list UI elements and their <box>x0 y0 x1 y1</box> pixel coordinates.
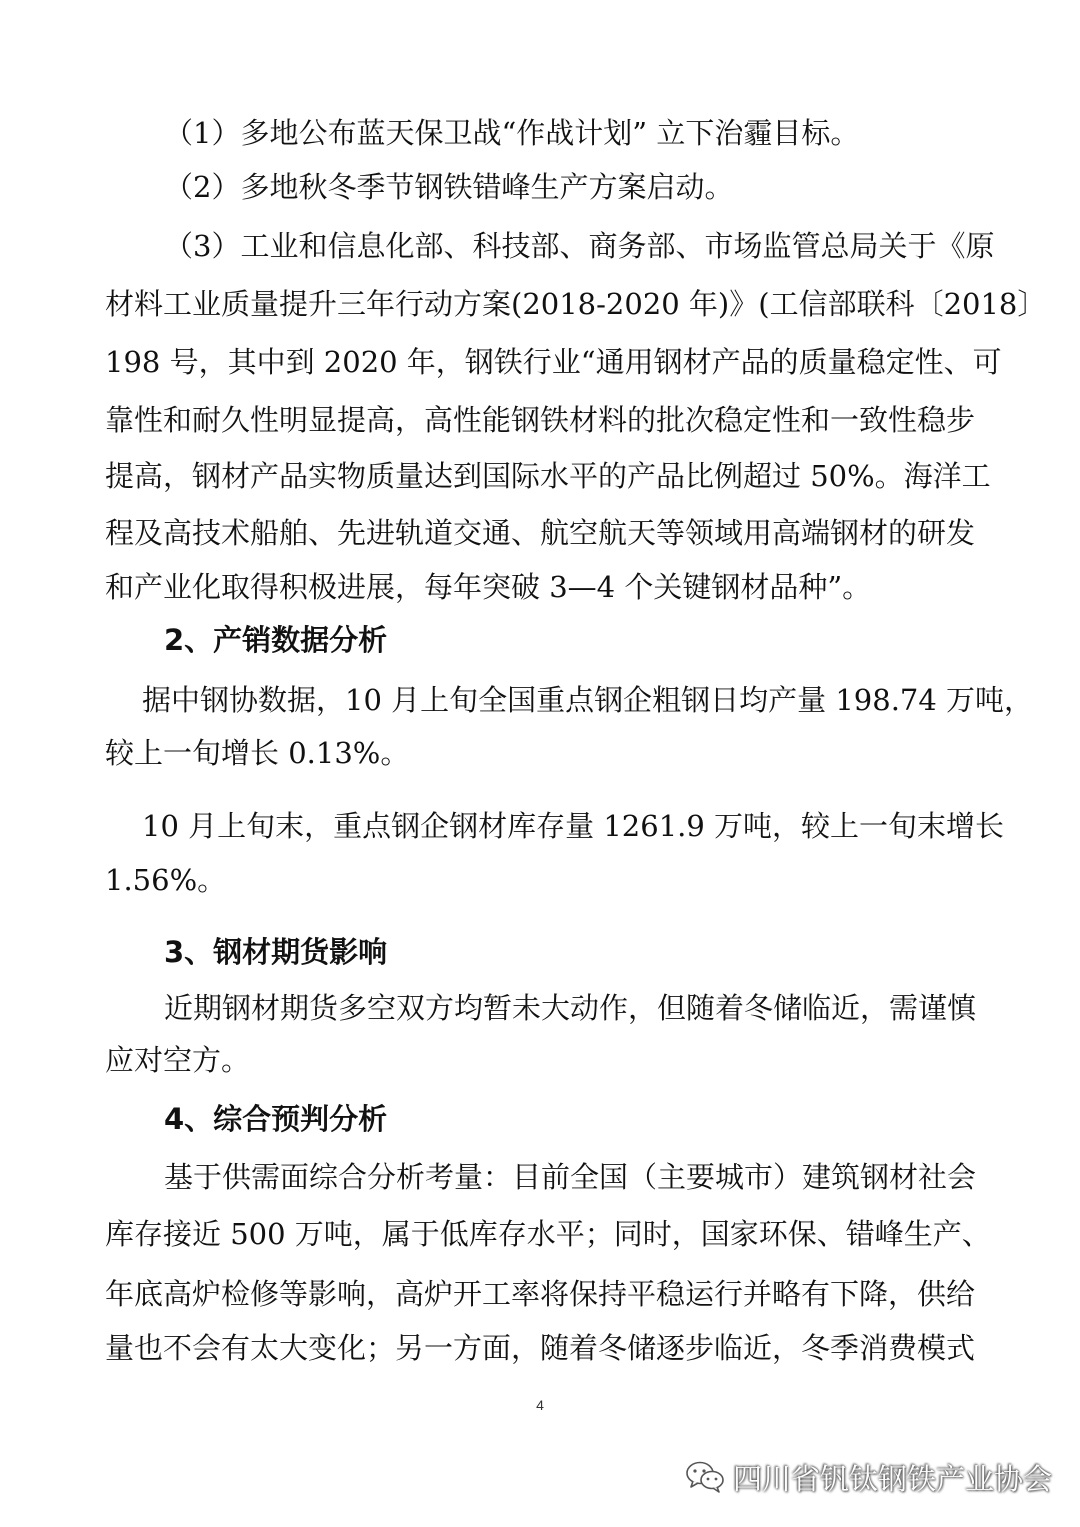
paragraph-line: 程及高技术船舶、先进轨道交通、航空航天等领域用高端钢材的研发 <box>105 516 976 550</box>
paragraph-line: 年底高炉检修等影响，高炉开工率将保持平稳运行并略有下降，供给 <box>105 1277 976 1311</box>
section-heading: 4、综合预判分析 <box>164 1102 388 1136</box>
paragraph-line: 198 号，其中到 2020 年，钢铁行业“通用钢材产品的质量稳定性、可 <box>105 345 1002 379</box>
paragraph-line: 材料工业质量提升三年行动方案(2018-2020 年)》(工信部联科〔2018〕 <box>105 287 1047 321</box>
page-number: 4 <box>536 1397 544 1413</box>
watermark-text: 四川省钒钛钢铁产业协会 <box>732 1461 1052 1496</box>
paragraph-line: 较上一旬增长 0.13%。 <box>105 736 410 770</box>
paragraph-line: （3）工业和信息化部、科技部、商务部、市场监管总局关于《原 <box>164 229 995 263</box>
paragraph-line: 和产业化取得积极进展，每年突破 3—4 个关键钢材品种”。 <box>105 570 872 604</box>
paragraph-line: 提高，钢材产品实物质量达到国际水平的产品比例超过 50%。海洋工 <box>105 459 991 493</box>
paragraph-line: 10 月上旬末，重点钢企钢材库存量 1261.9 万吨，较上一旬末增长 <box>142 809 1005 843</box>
paragraph-line: 库存接近 500 万吨，属于低库存水平；同时，国家环保、错峰生产、 <box>105 1217 991 1251</box>
paragraph-line: 近期钢材期货多空双方均暂未大动作，但随着冬储临近，需谨慎 <box>164 991 977 1025</box>
wechat-icon <box>685 1460 725 1494</box>
paragraph-line: 1.56%。 <box>105 863 227 897</box>
wechat-watermark <box>685 1455 1052 1499</box>
section-heading: 2、产销数据分析 <box>164 623 388 657</box>
paragraph-line: （2）多地秋冬季节钢铁错峰生产方案启动。 <box>164 170 734 204</box>
paragraph-line: 量也不会有太大变化；另一方面，随着冬储逐步临近，冬季消费模式 <box>105 1331 976 1365</box>
paragraph-line: 据中钢协数据，10 月上旬全国重点钢企粗钢日均产量 198.74 万吨， <box>142 683 1034 717</box>
section-heading: 3、钢材期货影响 <box>164 935 388 969</box>
paragraph-line: 应对空方。 <box>105 1043 251 1077</box>
paragraph-line: 靠性和耐久性明显提高，高性能钢铁材料的批次稳定性和一致性稳步 <box>105 403 976 437</box>
paragraph-line: （1）多地公布蓝天保卫战“作战计划” 立下治霾目标。 <box>164 116 860 150</box>
paragraph-line: 基于供需面综合分析考量：目前全国（主要城市）建筑钢材社会 <box>164 1160 977 1194</box>
